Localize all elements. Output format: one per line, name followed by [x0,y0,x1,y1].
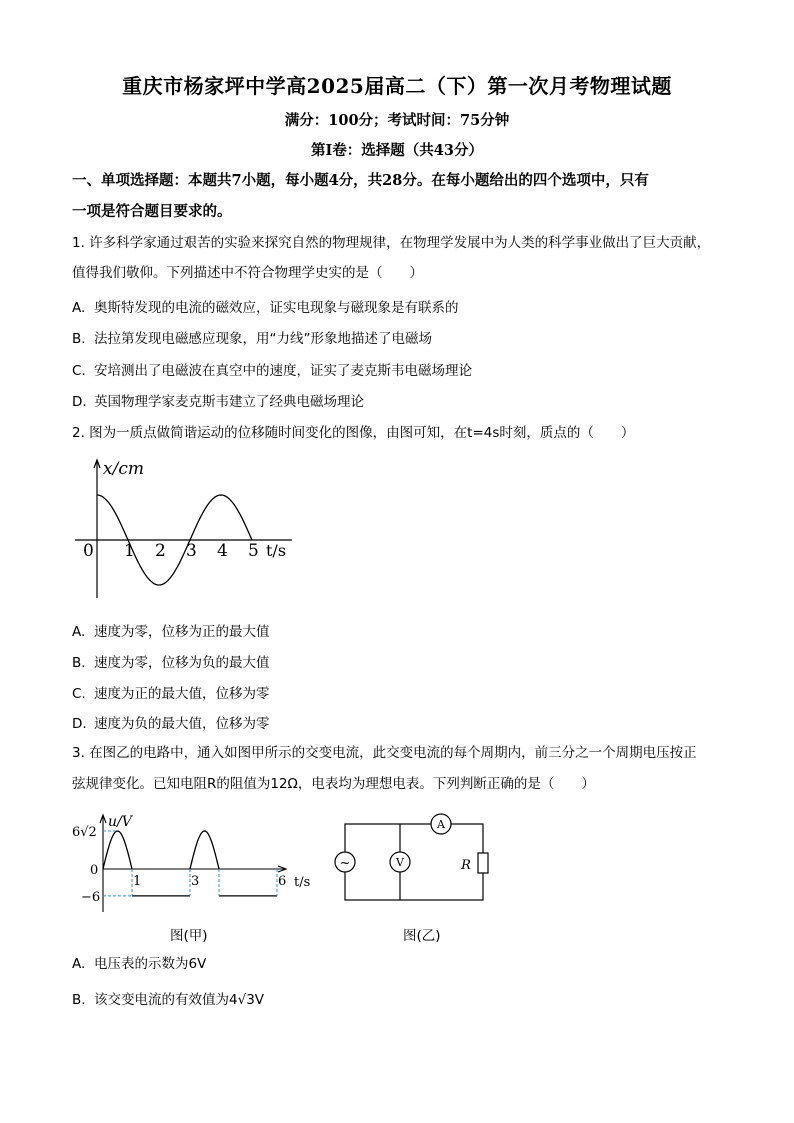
ac-source-symbol [335,852,355,872]
figure-b-caption: 图(乙) [403,928,441,944]
x-axis-label: t/s [266,541,287,560]
figure-a-caption: 图(甲) [170,928,208,944]
x-tick-label-1: 1 [124,541,135,561]
q1-stem-line1: 1. 许多科学家通过艰苦的实验来探究自然的物理规律，在物理学发展中为人类的科学事业做出了巨大贡献， [72,235,711,251]
q2-displacement-chart [70,452,310,602]
voltmeter-symbol [390,852,410,872]
svg-text:V: V [396,856,404,869]
t-axis-label: t/s [294,875,311,890]
y-tick-label-zero: 0 [90,863,99,878]
section-heading-line1: 一、单项选择题：本题共7小题，每小题4分，共28分。在每小题给出的四个选项中，只有 [72,172,649,189]
q1-option-b: B. 法拉第发现电磁感应现象，用“力线”形象地描述了电磁场 [72,331,432,347]
svg-text:R: R [461,858,471,873]
q3-option-a: A. 电压表的示数为6V [72,956,207,972]
q2-option-d: D. 速度为负的最大值，位移为零 [72,716,270,732]
x-tick-label-5: 5 [248,541,259,561]
t-tick-label-1: 1 [133,874,142,889]
x-tick-label-3: 3 [186,541,197,561]
svg-text:~: ~ [339,856,351,871]
y-tick-label-peak: 6√2 [72,825,97,840]
q3-stem-line1: 3. 在图乙的电路中，通入如图甲所示的交变电流，此交变电流的每个周期内，前三分之一个周期电压按正 [72,745,697,761]
page-title: 重庆市杨家坪中学高2025届高二（下）第一次月考物理试题 [122,74,672,98]
q3-voltage-chart [70,812,320,922]
x-tick-label-4: 4 [217,541,228,561]
q1-option-d: D. 英国物理学家麦克斯韦建立了经典电磁场理论 [72,394,364,410]
x-tick-label-2: 2 [155,541,166,561]
x-tick-label-0: 0 [83,541,94,561]
u-axis-label: u/V [108,814,132,830]
ammeter-symbol [431,814,451,834]
svg-text:A: A [437,818,445,831]
t-tick-label-3: 3 [191,874,200,889]
half-sine-wave-1 [103,831,132,869]
t-tick-label-6: 6 [278,874,287,889]
q2-option-c: C. 速度为正的最大值，位移为零 [72,686,270,702]
section-heading-line2: 一项是符合题目要求的。 [72,203,232,220]
q2-option-b: B. 速度为零，位移为负的最大值 [72,655,270,671]
q2-option-a: A. 速度为零，位移为正的最大值 [72,624,270,640]
resistor-symbol [460,853,488,873]
q1-option-a: A. 奥斯特发现的电流的磁效应，证实电现象与磁现象是有联系的 [72,300,459,316]
q1-stem-line2: 值得我们敬仰。下列描述中不符合物理学史实的是（ ） [72,265,423,281]
y-axis-label: x/cm [103,459,144,479]
y-tick-label-minus-six: −6 [81,889,101,905]
q3-circuit-diagram [328,808,498,903]
q3-option-b: B. 该交变电流的有效值为4√3V [72,992,265,1008]
q3-stem-line2: 弦规律变化。已知电阻R的阻值为12Ω，电表均为理想电表。下列判断正确的是（ ） [72,776,595,792]
q2-stem: 2. 图为一质点做简谐运动的位移随时间变化的图像，由图可知，在t=4s时刻，质点的（ ） [72,425,635,441]
half-sine-wave-2 [190,831,219,869]
q1-option-c: C. 安培测出了电磁波在真空中的速度，证实了麦克斯韦电磁场理论 [72,363,472,379]
exam-info: 满分：100分；考试时间：75分钟 [284,112,510,129]
part-heading: 第Ⅰ卷：选择题（共43分） [311,142,483,159]
